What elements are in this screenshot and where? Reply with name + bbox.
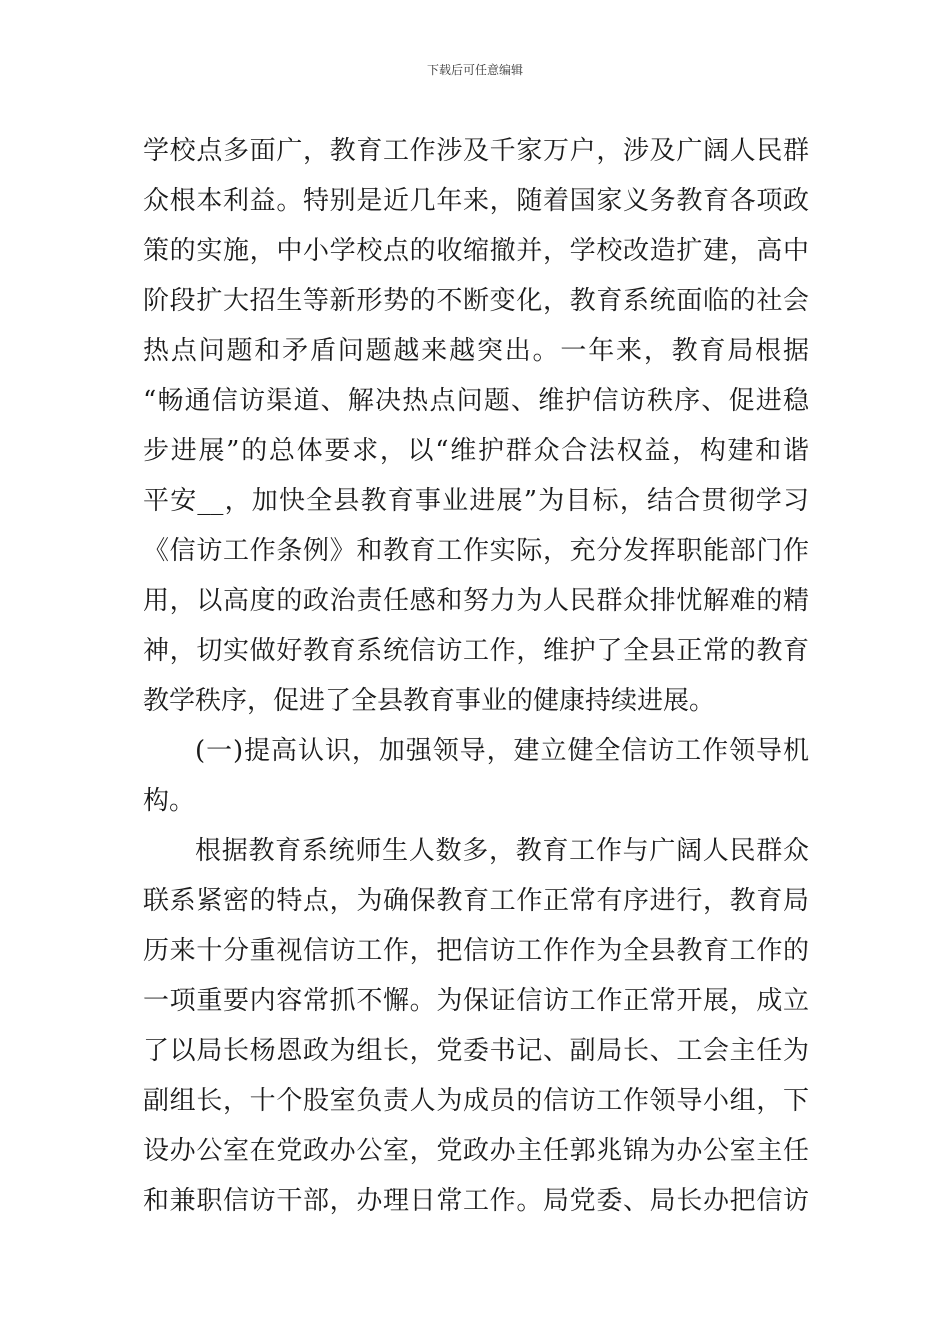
paragraph-1-line-11: 神，切实做好教育系统信访工作，维护了全县正常的教育 xyxy=(143,636,809,666)
paragraph-3-line-8: 和兼职信访干部，办理日常工作。局党委、局长办把信访 xyxy=(143,1186,809,1216)
document-body xyxy=(143,126,809,1226)
section-heading-line-1: (一)提高认识，加强领导，建立健全信访工作领导机 xyxy=(195,736,809,766)
paragraph-1-line-2: 众根本利益。特别是近几年来，随着国家义务教育各项政 xyxy=(143,186,809,216)
paragraph-1-line-3: 策的实施，中小学校点的收缩撤并，学校改造扩建，高中 xyxy=(143,236,809,266)
page-header: 下载后可任意编辑 xyxy=(426,63,523,77)
paragraph-3-line-2: 联系紧密的特点，为确保教育工作正常有序进行，教育局 xyxy=(143,886,809,916)
paragraph-1-line-12: 教学秩序，促进了全县教育事业的健康持续进展。 xyxy=(143,686,716,716)
paragraph-1-line-1: 学校点多面广，教育工作涉及千家万户，涉及广阔人民群 xyxy=(143,136,809,166)
paragraph-3-line-6: 副组长，十个股室负责人为成员的信访工作领导小组，下 xyxy=(143,1086,809,1116)
paragraph-3-line-7: 设办公室在党政办公室，党政办主任郭兆锦为办公室主任 xyxy=(143,1136,809,1166)
paragraph-1-line-9: 《信访工作条例》和教育工作实际，充分发挥职能部门作 xyxy=(143,536,809,566)
paragraph-1-line-4: 阶段扩大招生等新形势的不断变化，教育系统面临的社会 xyxy=(143,286,809,316)
paragraph-3-line-5: 了以局长杨恩政为组长，党委书记、副局长、工会主任为 xyxy=(143,1036,809,1066)
paragraph-3-line-4: 一项重要内容常抓不懈。为保证信访工作正常开展，成立 xyxy=(143,986,809,1016)
paragraph-1-line-8: 平安__，加快全县教育事业进展”为目标，结合贯彻学习 xyxy=(143,486,809,516)
paragraph-1-line-7: 步进展”的总体要求，以“维护群众合法权益，构建和谐 xyxy=(143,436,809,466)
paragraph-3-line-1: 根据教育系统师生人数多，教育工作与广阔人民群众 xyxy=(195,836,809,866)
paragraph-1-line-10: 用，以高度的政治责任感和努力为人民群众排忧解难的精 xyxy=(143,586,809,616)
paragraph-1-line-6: “畅通信访渠道、解决热点问题、维护信访秩序、促进稳 xyxy=(143,386,809,416)
paragraph-1-line-5: 热点问题和矛盾问题越来越突出。一年来，教育局根据 xyxy=(143,336,809,366)
section-heading-line-2: 构。 xyxy=(143,786,196,816)
paragraph-3-line-3: 历来十分重视信访工作，把信访工作作为全县教育工作的 xyxy=(143,936,809,966)
